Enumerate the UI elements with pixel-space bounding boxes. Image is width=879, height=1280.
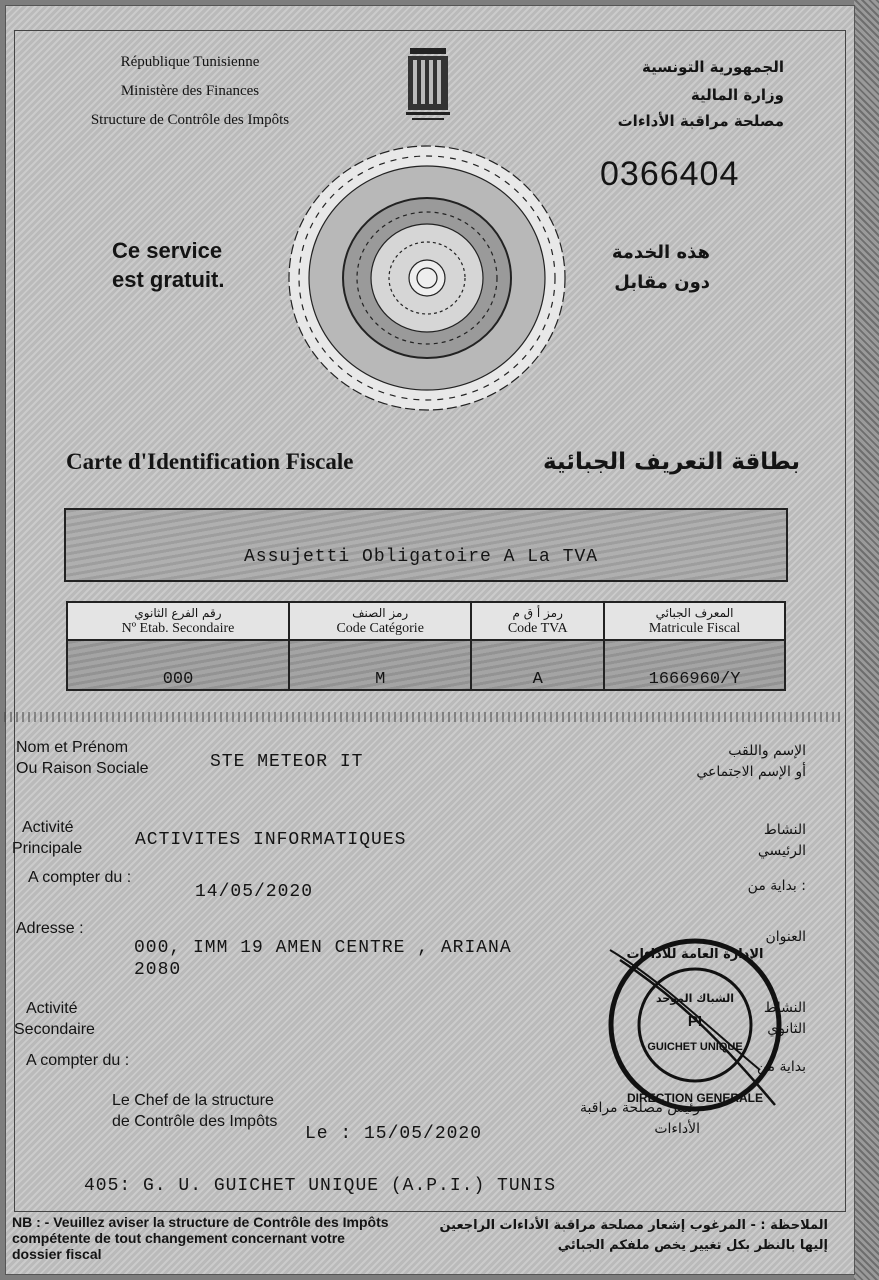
ministry-emblem-icon [404,44,452,124]
scanner-edge [854,0,879,1280]
secondary-label-fr-line2: Secondaire [14,1021,95,1038]
card-title-fr: Carte d'Identification Fiscale [66,449,354,474]
secondary-activity-label-fr [14,998,95,1040]
code-tva-value: A [471,640,604,690]
activity-value: ACTIVITES INFORMATIQUES [135,830,407,850]
header-republic-ar: الجمهورية التونسية [642,58,784,76]
tax-status-box [64,508,788,582]
header-republic-fr: République Tunisienne [120,54,260,70]
tax-status: Assujetti Obligatoire A La TVA [244,547,599,567]
column-header-etab-ar: رقم الفرع الثانوي [134,606,222,620]
secondary-label-fr-line1: Activité [26,1000,78,1017]
footer-note-ar [418,1216,828,1256]
name-label-fr-line2: Ou Raison Sociale [16,760,149,777]
chief-label-ar-line2: الأداءات [654,1121,700,1137]
name-label-fr-line1: Nom et Prénom [16,739,129,756]
secondary-from-label-ar: بداية من [756,1059,806,1075]
guilloche-rosette-icon [282,138,572,418]
column-header-matricule [604,602,785,640]
from-label-fr: A compter du : [28,869,132,886]
name-label-fr [16,737,149,779]
header-structure-fr: Structure de Contrôle des Impôts [90,112,290,128]
free-service-fr-line2: est gratuit. [112,267,225,292]
stamp-bottom-fr: DIRECTION GENERALE [626,1091,764,1105]
chief-label-fr-line1: Le Chef de la structure [112,1092,274,1109]
issue-date-value: Le : 15/05/2020 [305,1124,483,1144]
fiscal-codes-table [66,601,786,691]
official-stamp [600,930,790,1120]
column-header-category-fr: Code Catégorie [336,621,424,636]
free-service-notice-ar [560,238,710,298]
activity-label-fr-line2: Principale [12,840,83,857]
address-label-ar: العنوان [765,929,806,945]
serial-number: 0366404 [600,155,740,193]
free-service-fr-line1: Ce service [112,238,223,263]
activity-label-fr [12,817,83,859]
header-structure-ar: مصلحة مراقبة الأداءات [617,112,784,130]
header-ministry-fr: Ministère des Finances [120,83,260,99]
from-date-value: 14/05/2020 [195,882,314,902]
column-header-etab [67,602,289,640]
header-ministry-ar: وزارة المالية [690,86,784,104]
column-header-tva [471,602,604,640]
secondary-label-ar-line1: النشاط [763,1000,806,1016]
column-header-matricule-fr: Matricule Fiscal [648,621,741,636]
column-header-matricule-ar: المعرف الجبائي [655,606,734,620]
fiscal-codes-header-row [67,602,785,640]
column-header-category-ar: رمز الصنف [352,606,409,620]
fiscal-codes-value-row [67,640,785,690]
card-title-ar: بطاقة التعريف الجبائية [542,449,800,475]
free-service-ar-line1: هذه الخدمة [611,242,710,263]
activity-label-ar-line2: الرئيسي [757,843,806,859]
column-header-category [289,602,471,640]
column-header-tva-fr: Code TVA [507,621,568,636]
issuing-office-value: 405: G. U. GUICHET UNIQUE (A.P.I.) TUNIS [84,1176,557,1196]
address-label-fr: Adresse : [16,920,84,937]
footer-note-ar-line1: الملاحظة : - المرغوب إشعار مصلحة مراقبة الأداءات الراجعين [439,1218,828,1233]
stamp-center-ar: الشباك الموحد [655,992,735,1005]
chief-label-fr-line2: de Contrôle des Impôts [112,1113,278,1130]
activity-label-ar [666,820,806,862]
address-value-line2: 2080 [134,960,182,980]
name-value: STE METEOR IT [210,752,364,772]
from-label-ar: بداية من : [747,878,806,894]
name-label-ar-line1: الإسم واللقب [728,743,806,759]
name-label-ar-line2: أو الإسم الاجتماعي [696,764,806,780]
chief-label-fr [112,1090,277,1132]
etab-secondaire-value: 000 [67,640,289,690]
address-value-line1: 000, IMM 19 AMEN CENTRE , ARIANA [134,938,512,958]
activity-label-ar-line1: النشاط [763,822,806,838]
matricule-fiscal-value: 1666960/Y [604,640,785,690]
free-service-ar-line2: دون مقابل [614,272,710,293]
footer-note-ar-line2: إليها بالنظر بكل تغيير يخص ملفكم الجبائي [557,1238,828,1253]
free-service-notice-fr [112,236,224,294]
column-header-tva-ar: رمز أ ق م [512,606,563,620]
name-label-ar [666,741,806,783]
stamp-center-fr: GUICHET UNIQUE [647,1041,743,1053]
secondary-label-ar-line2: الثانوي [767,1021,806,1037]
stamp-ring-text: الإدارة العامة للأداءات [626,947,764,962]
code-categorie-value: M [289,640,471,690]
activity-label-fr-line1: Activité [22,819,74,836]
stamp-code: PI [687,1013,703,1030]
column-header-etab-fr: Nº Etab. Secondaire [121,621,235,636]
chief-label-ar-line1: رئيس مصلحة مراقبة [580,1100,700,1116]
secondary-from-label-fr: A compter du : [26,1052,130,1069]
footer-note-fr: NB : - Veuillez aviser la structure de Contrôle des Impôts compétente de tout changement concernant votre dossier fiscal [12,1214,389,1262]
separator [4,712,844,722]
